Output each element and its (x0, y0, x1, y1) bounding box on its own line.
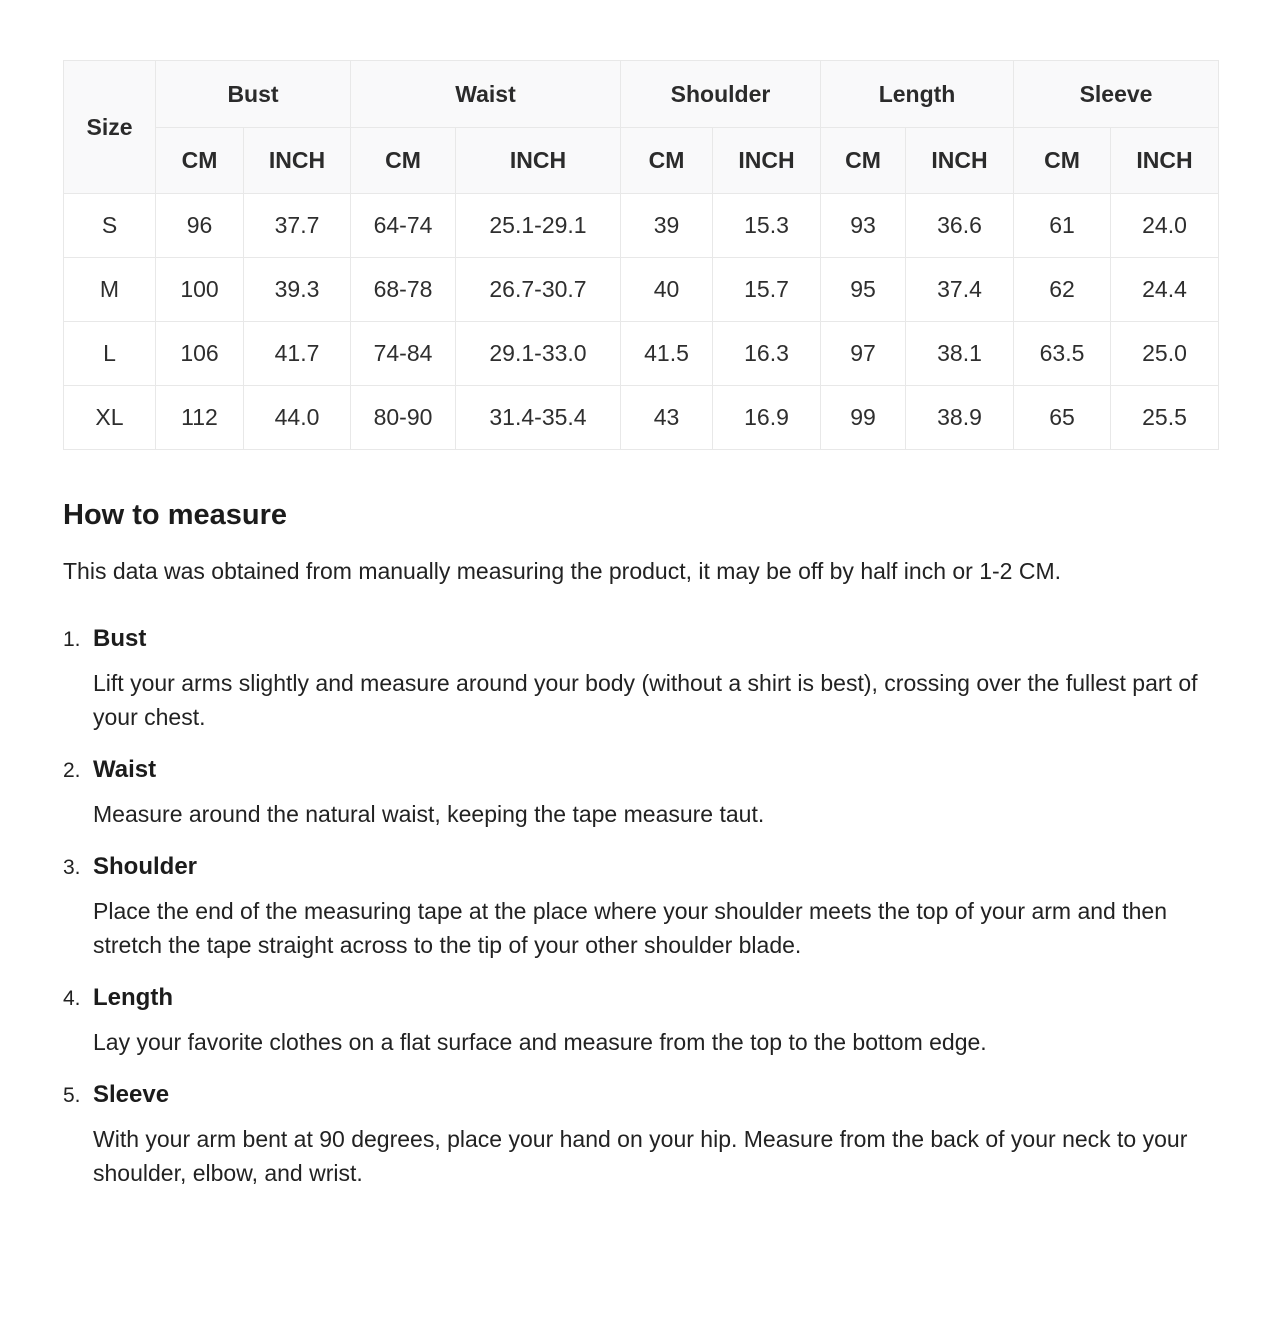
measurement-cell: 15.7 (713, 258, 821, 322)
header-group-row (64, 61, 1219, 128)
how-to-measure-title: How to measure (63, 499, 287, 531)
measure-item-description: Measure around the natural waist, keeping the tape measure taut. (93, 801, 765, 827)
measure-item-term: Length (93, 984, 173, 1011)
measurement-cell: 39.3 (244, 258, 351, 322)
measurement-cell: 15.3 (713, 194, 821, 258)
measure-item-number: 1. (63, 628, 81, 651)
measurement-cell: 41.5 (621, 322, 713, 386)
measure-item-heading (63, 756, 1218, 784)
column-header-bust: Bust (156, 61, 351, 128)
measurement-cell: 43 (621, 386, 713, 450)
measurement-cell: 93 (821, 194, 906, 258)
table-row (64, 386, 1219, 450)
measurement-cell: 99 (821, 386, 906, 450)
measurement-cell: 62 (1014, 258, 1111, 322)
column-header-waist: Waist (351, 61, 621, 128)
table-row (64, 258, 1219, 322)
measurement-cell: 38.9 (906, 386, 1014, 450)
measurement-cell: 37.7 (244, 194, 351, 258)
measurement-cell: 25.5 (1111, 386, 1219, 450)
measurement-cell: 41.7 (244, 322, 351, 386)
measure-list (63, 625, 1218, 1190)
measure-item-term: Sleeve (93, 1081, 170, 1108)
unit-header-cm: CM (1014, 128, 1111, 194)
column-header-size: Size (64, 61, 156, 194)
measurement-cell: 37.4 (906, 258, 1014, 322)
unit-header-inch: INCH (906, 128, 1014, 194)
unit-header-inch: INCH (244, 128, 351, 194)
measurement-cell: 95 (821, 258, 906, 322)
measurement-cell: 25.1-29.1 (456, 194, 621, 258)
measurement-cell: 40 (621, 258, 713, 322)
measurement-cell: 74-84 (351, 322, 456, 386)
header-unit-row (64, 128, 1219, 194)
measurement-cell: 38.1 (906, 322, 1014, 386)
measure-item (63, 1081, 1218, 1190)
measurement-cell: 44.0 (244, 386, 351, 450)
measure-item (63, 756, 1218, 831)
measurement-cell: 61 (1014, 194, 1111, 258)
unit-header-cm: CM (621, 128, 713, 194)
unit-header-cm: CM (351, 128, 456, 194)
measure-item-term: Bust (93, 625, 147, 652)
size-chart-header (64, 61, 1219, 194)
measurement-cell: 106 (156, 322, 244, 386)
measure-item-number: 5. (63, 1084, 81, 1107)
size-chart-table (63, 60, 1219, 450)
size-cell: S (64, 194, 156, 258)
unit-header-inch: INCH (1111, 128, 1219, 194)
unit-header-cm: CM (821, 128, 906, 194)
size-cell: XL (64, 386, 156, 450)
column-header-length: Length (821, 61, 1014, 128)
measurement-cell: 31.4-35.4 (456, 386, 621, 450)
column-header-shoulder: Shoulder (621, 61, 821, 128)
measurement-cell: 80-90 (351, 386, 456, 450)
unit-header-inch: INCH (456, 128, 621, 194)
table-row (64, 194, 1219, 258)
measure-item-number: 2. (63, 759, 81, 782)
column-header-sleeve: Sleeve (1014, 61, 1219, 128)
measurement-cell: 96 (156, 194, 244, 258)
measure-item (63, 625, 1218, 734)
table-row (64, 322, 1219, 386)
measure-item-number: 4. (63, 987, 81, 1010)
measurement-cell: 29.1-33.0 (456, 322, 621, 386)
measure-item-term: Shoulder (93, 853, 198, 880)
measure-item (63, 984, 1218, 1059)
size-table-body (64, 194, 1219, 450)
measure-item-description: With your arm bent at 90 degrees, place your hand on your hip. Measure from the back of your neck to your shoulder, elbow, and wrist. (93, 1126, 1188, 1186)
measurement-cell: 24.4 (1111, 258, 1219, 322)
measurement-cell: 100 (156, 258, 244, 322)
unit-header-cm: CM (156, 128, 244, 194)
measure-item-heading (63, 1081, 1218, 1109)
measurement-cell: 16.3 (713, 322, 821, 386)
measurement-cell: 25.0 (1111, 322, 1219, 386)
measure-item-description: Place the end of the measuring tape at the place where your shoulder meets the top of your arm and then stretch the tape straight across to the tip of your other shoulder blade. (93, 898, 1167, 958)
measurement-cell: 112 (156, 386, 244, 450)
measurement-cell: 63.5 (1014, 322, 1111, 386)
measure-item-heading (63, 853, 1218, 881)
measurement-cell: 39 (621, 194, 713, 258)
unit-header-inch: INCH (713, 128, 821, 194)
size-cell: M (64, 258, 156, 322)
measure-item-heading (63, 625, 1218, 653)
measurement-cell: 64-74 (351, 194, 456, 258)
measurement-cell: 26.7-30.7 (456, 258, 621, 322)
measurement-cell: 68-78 (351, 258, 456, 322)
measurement-cell: 97 (821, 322, 906, 386)
measure-item-description: Lay your favorite clothes on a flat surface and measure from the top to the bottom edge. (93, 1029, 987, 1055)
measure-item-heading (63, 984, 1218, 1012)
measurement-cell: 24.0 (1111, 194, 1219, 258)
measure-item-term: Waist (93, 756, 157, 783)
measurement-cell: 36.6 (906, 194, 1014, 258)
measure-item (63, 853, 1218, 962)
how-to-measure-intro: This data was obtained from manually measuring the product, it may be off by half inch or 1-2 CM. (63, 558, 1062, 584)
measurement-cell: 65 (1014, 386, 1111, 450)
measure-item-number: 3. (63, 856, 81, 879)
measure-item-description: Lift your arms slightly and measure around your body (without a shirt is best), crossing over the fullest part of your chest. (93, 670, 1198, 730)
size-cell: L (64, 322, 156, 386)
measurement-cell: 16.9 (713, 386, 821, 450)
